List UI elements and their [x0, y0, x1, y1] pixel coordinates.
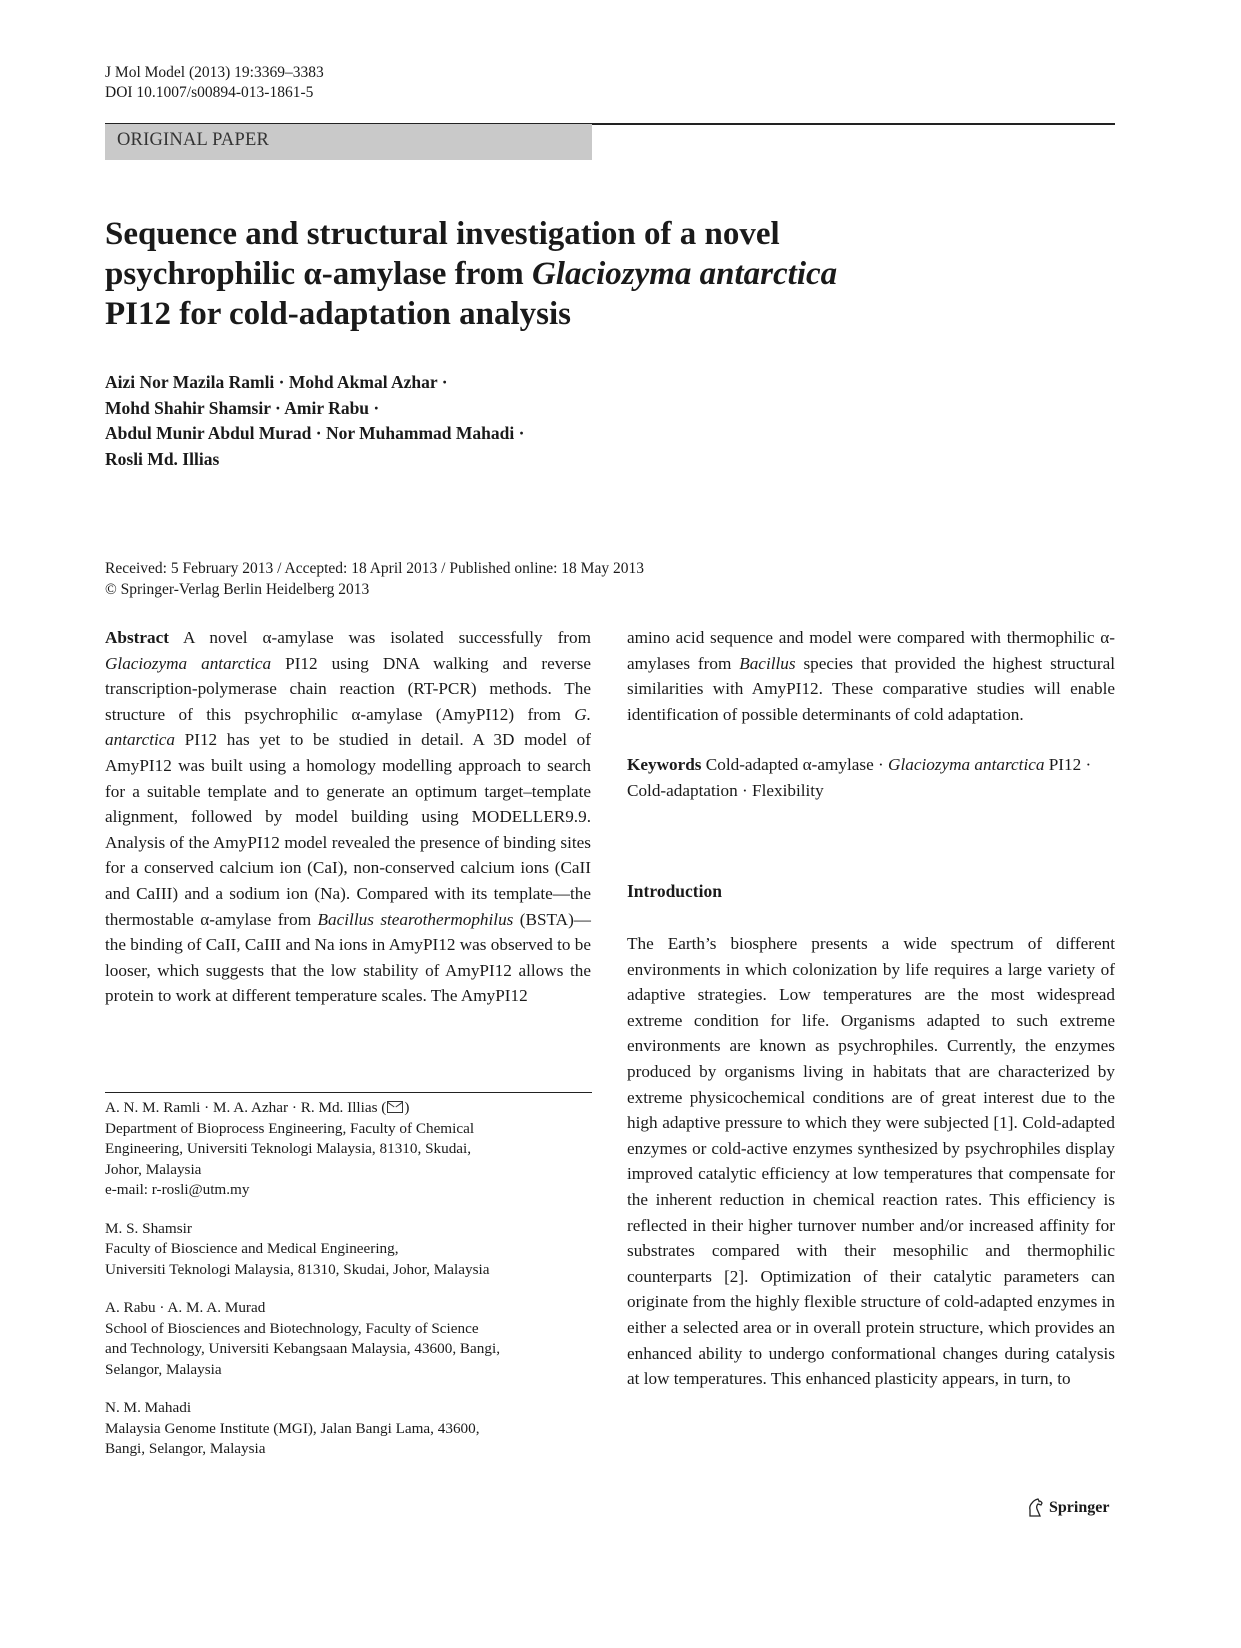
affiliation-1-line-4: Johor, Malaysia	[105, 1160, 202, 1178]
title-line-2-text: psychrophilic α-amylase from	[105, 256, 532, 292]
abstract-species-3: Bacillus stearothermophilus	[317, 909, 514, 929]
envelope-icon[interactable]	[387, 1101, 403, 1113]
abstract-species-1: Glaciozyma antarctica	[105, 653, 272, 673]
abstract-label: Abstract	[105, 628, 169, 647]
abstract-species-2: G. antarctica	[105, 704, 591, 750]
title-line-1: Sequence and structural investigation of a novel	[105, 216, 780, 252]
corresponding-email[interactable]: e-mail: r-rosli@utm.my	[105, 1181, 250, 1198]
affiliation-1-authors	[105, 1098, 592, 1119]
affiliation-4-line-3: Bangi, Selangor, Malaysia	[105, 1440, 266, 1457]
affiliation-3-line-3: and Technology, Universiti Kebangsaan Malaysia, 43600, Bangi,	[105, 1340, 500, 1357]
abstract-text-2: PI12 using DNA walking and reverse transcription-polymerase chain reaction (RT-PCR) methods. The structure of this psychrophilic α-amylase (AmyPI12) from	[105, 653, 591, 724]
affiliation-3-authors: A. Rabu · A. M. A. Murad	[105, 1299, 266, 1316]
affiliation-1-line-2: Department of Bioprocess Engineering, Faculty of Chemical	[105, 1119, 475, 1137]
title-species: Glaciozyma antarctica	[531, 256, 838, 292]
affiliation-1	[105, 1098, 592, 1201]
keywords-paragraph	[627, 752, 1115, 803]
abstract-paragraph	[105, 625, 591, 1009]
affiliation-4-authors: N. M. Mahadi	[105, 1399, 192, 1416]
journal-doi: DOI 10.1007/s00894-013-1861-5	[105, 84, 314, 101]
affiliations	[105, 1098, 592, 1478]
affiliation-1-line-3: Engineering, Universiti Teknologi Malaysia, 81310, Skudai,	[105, 1140, 472, 1157]
article-type-label: ORIGINAL PAPER	[117, 130, 270, 150]
keywords-text-1: Cold-adapted α-amylase ·	[701, 755, 889, 775]
abstract-cont-text-2: species that provided the highest structural similarities with AmyPI12. These comparative studies will enable identification of possible determinants of cold adaptation.	[627, 653, 1115, 724]
intro-text-3: . Optimization of their catalytic parameters can originate from the highly flexible structure of cold-adapted enzymes in either a selected area or in overall protein structure, which provides an enhanced ability to undergo conformational changes during catalysis at low temperatures. This enhanced plasticity appears, in turn, to	[627, 1266, 1115, 1389]
affiliation-4	[105, 1398, 592, 1460]
affiliation-3	[105, 1298, 592, 1380]
affiliation-4-line-2: Malaysia Genome Institute (MGI), Jalan Bangi Lama, 43600,	[105, 1419, 480, 1437]
keywords-text-2: PI12 · Cold-adaptation · Flexibility	[627, 755, 1092, 800]
abstract-text-1: A novel α-amylase was isolated successfully from	[168, 628, 591, 647]
history-dates: Received: 5 February 2013 / Accepted: 18 April 2013 / Published online: 18 May 2013	[105, 560, 644, 577]
title-line-2	[105, 254, 1005, 294]
abstract-left-column	[105, 625, 591, 1009]
copyright-line: © Springer-Verlag Berlin Heidelberg 2013	[105, 581, 370, 598]
title-line-3: PI12 for cold-adaptation analysis	[105, 296, 572, 332]
introduction-paragraph	[627, 931, 1115, 1392]
journal-header	[105, 63, 324, 103]
publication-history	[105, 558, 644, 600]
introduction-body	[627, 931, 1115, 1392]
affiliation-2-line-3: Universiti Teknologi Malaysia, 81310, Skudai, Johor, Malaysia	[105, 1260, 490, 1278]
affiliation-3-line-2: School of Biosciences and Biotechnology, Faculty of Science	[105, 1319, 479, 1337]
authors-line-3: Abdul Munir Abdul Murad · Nor Muhammad Mahadi ·	[105, 423, 525, 443]
affiliation-1-close: )	[404, 1099, 410, 1116]
authors-line-2: Mohd Shahir Shamsir · Amir Rabu ·	[105, 397, 380, 418]
intro-text-1: The Earth’s biosphere presents a wide spectrum of different environments in which colonization by life requires a large variety of adaptive strategies. Low temperatures are the most widespread extreme condition for life. Organisms adapted to such extreme environments are known as psychrophiles. Currently, the enzymes produced by organisms living in habitats that are characterized by extreme physicochemical conditions are of great interest due to the high adaptive pressure to which they were subjected	[627, 934, 1115, 1133]
paper-title	[105, 214, 1005, 334]
author-list	[105, 370, 524, 472]
reference-link-1[interactable]: [1]	[993, 1113, 1014, 1133]
abstract-right-column	[627, 625, 1115, 804]
introduction-heading: Introduction	[627, 881, 722, 901]
abstract-text-4: (BSTA)—the binding of CaII, CaIII and Na ions in AmyPI12 was observed to be looser, which suggests that the low stability of AmyPI12 allows the protein to work at different temperature scales. The AmyPI12	[105, 909, 591, 1006]
publisher-logo	[1026, 1498, 1109, 1518]
affiliation-2-authors: M. S. Shamsir	[105, 1219, 192, 1237]
keywords-label: Keywords	[627, 755, 702, 775]
authors-line-4: Rosli Md. Illias	[105, 448, 220, 469]
reference-link-2[interactable]: [2]	[724, 1266, 745, 1286]
publisher-name: Springer	[1049, 1499, 1110, 1516]
affiliation-2-line-2: Faculty of Bioscience and Medical Engineering,	[105, 1240, 399, 1257]
authors-line-1: Aizi Nor Mazila Ramli · Mohd Akmal Azhar ·	[105, 372, 448, 392]
article-type-banner	[105, 124, 592, 160]
affiliation-3-line-4: Selangor, Malaysia	[105, 1360, 222, 1378]
footnote-rule	[105, 1092, 592, 1093]
abstract-text-3: PI12 has yet to be studied in detail. A 3D model of AmyPI12 was built using a homology modelling approach to search for a suitable template and to generate an optimum target–template alignment, followed by model building using MODELLER9.9. Analysis of the AmyPI12 model revealed the presence of binding sites for a conserved calcium ion (CaI), non-conserved calcium ions (CaII and CaIII) and a sodium ion (Na). Compared with its template—the thermostable α-amylase from	[105, 730, 591, 929]
abstract-continuation	[627, 625, 1115, 727]
intro-text-2: . Cold-adapted enzymes or cold-active enzymes synthesized by psychrophiles display improved catalytic efficiency at low temperatures that compensate for the inherent reduction in chemical reaction rates. This efficiency is reflected in their higher turnover number and/or increased affinity for substrates compared with their mesophilic and thermophilic counterparts	[627, 1113, 1115, 1286]
abstract-cont-genus: Bacillus	[739, 653, 796, 673]
affiliation-1-names: A. N. M. Ramli · M. A. Azhar · R. Md. Illias (	[105, 1099, 387, 1116]
springer-horse-icon	[1026, 1498, 1044, 1518]
journal-citation: J Mol Model (2013) 19:3369–3383	[105, 64, 324, 81]
affiliation-2	[105, 1219, 592, 1281]
keywords-species: Glaciozyma antarctica	[888, 755, 1045, 775]
abstract-cont-text-1: amino acid sequence and model were compared with thermophilic α-amylases from	[627, 628, 1115, 673]
